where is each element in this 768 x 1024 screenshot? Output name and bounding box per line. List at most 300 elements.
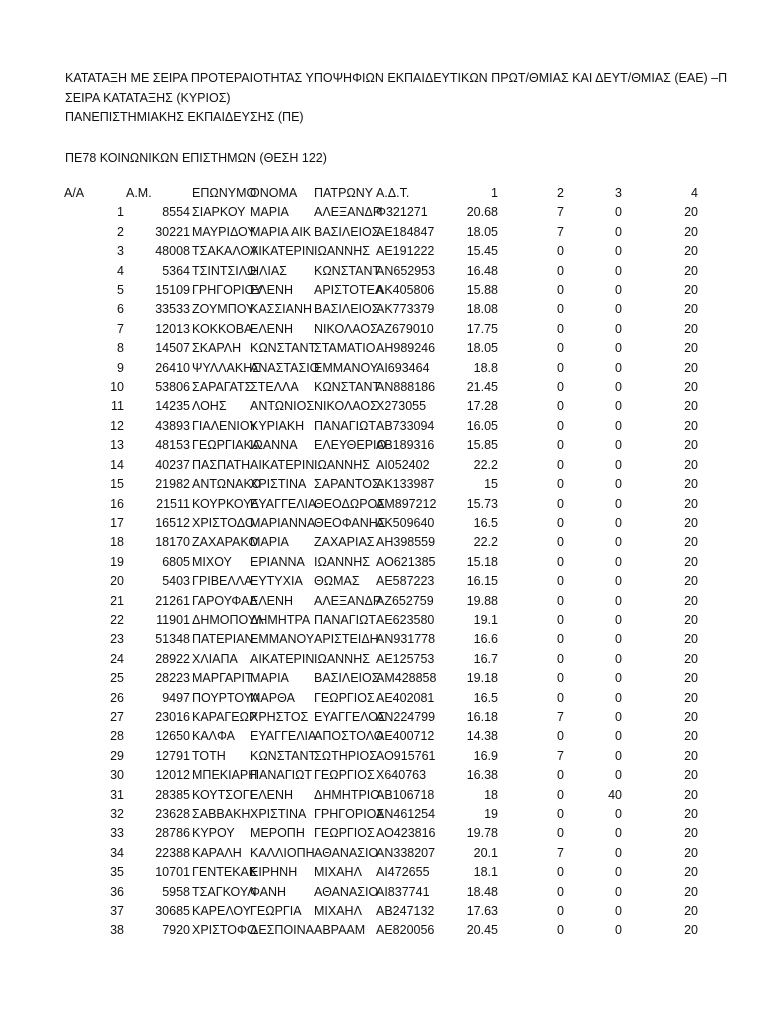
score-1-cell: 16.48 (466, 263, 498, 278)
surname-cell: ΓΑΡΟΥΦΑΛ (192, 593, 258, 608)
score-4-cell: 20 (684, 709, 698, 724)
score-3-cell: 0 (615, 690, 622, 705)
score-2-cell: 0 (557, 690, 564, 705)
score-3-cell: 0 (615, 826, 622, 841)
score-4-cell: 20 (684, 360, 698, 375)
surname-cell: ΤΟΤΗ (192, 748, 226, 763)
row-number-cell: 35 (110, 865, 124, 880)
score-1-cell: 16.15 (466, 574, 498, 589)
father-name-cell: ΑΛΕΞΑΝΔΡ (314, 593, 382, 608)
first-name-cell: ΗΛΙΑΣ (250, 263, 287, 278)
first-name-cell: ΕΙΡΗΝΗ (250, 865, 298, 880)
score-2-cell: 0 (557, 923, 564, 938)
table-row (62, 514, 698, 533)
score-2-cell: 0 (557, 865, 564, 880)
father-name-cell: ΜΙΧΑΗΛ (314, 904, 362, 919)
table-row (62, 863, 698, 882)
table-row (62, 766, 698, 785)
score-1-cell: 19 (484, 807, 498, 821)
header-surname: ΕΠΩΝΥΜΟ (192, 186, 257, 200)
table-row (62, 203, 698, 222)
father-name-cell: ΕΜΜΑΝΟΥ (314, 360, 379, 375)
score-3-cell: 0 (615, 651, 622, 666)
registry-number-cell: 5958 (162, 884, 190, 899)
registry-number-cell: 21511 (156, 496, 190, 511)
surname-cell: ΛΟΗΣ (192, 399, 227, 414)
header-col-4: 4 (691, 186, 698, 200)
score-1-cell: 19.78 (466, 826, 498, 841)
score-4-cell: 20 (684, 787, 698, 802)
id-number-cell: ΑΝ338207 (376, 845, 436, 860)
surname-cell: ΤΣΙΝΤΣΙΛΩ (192, 263, 257, 278)
surname-cell: ΠΟΥΡΤΟΥΛ (192, 690, 260, 705)
father-name-cell: ΒΑΣΙΛΕΙΟΣ (314, 224, 380, 239)
row-number-cell: 27 (110, 709, 124, 724)
first-name-cell: ΧΡΗΣΤΟΣ (250, 709, 309, 724)
score-1-cell: 18.1 (473, 865, 498, 880)
document-title-line-1: ΚΑΤΑΤΑΞΗ ΜΕ ΣΕΙΡΑ ΠΡΟΤΕΡΑΙΟΤΗΤΑΣ ΥΠΟΨΗΦΙΩΝ ΕΚΠΑΙΔΕΥΤΙΚΩΝ ΠΡΩΤ/ΘΜΙΑΣ ΚΑΙ ΔΕΥΤ/ΘΜΙΑΣ (ΕΑΕ) –Π (65, 71, 728, 85)
score-3-cell: 0 (615, 515, 622, 530)
first-name-cell: ΑΙΚΑΤΕΡΙΝ (250, 651, 315, 666)
id-number-cell: ΑΙ837741 (376, 884, 430, 899)
first-name-cell: ΕΛΕΝΗ (250, 321, 294, 336)
table-row (62, 786, 698, 805)
surname-cell: ΣΚΑΡΛΗ (192, 341, 242, 356)
id-number-cell: ΑΒ106718 (376, 787, 435, 802)
registry-number-cell: 5364 (162, 263, 190, 278)
first-name-cell: ΕΜΜΑΝΟΥ (250, 632, 315, 647)
score-3-cell: 0 (615, 457, 622, 472)
father-name-cell: ΑΛΕΞΑΝΔΡ (314, 205, 382, 220)
registry-number-cell: 28922 (155, 651, 190, 666)
score-4-cell: 20 (684, 865, 698, 880)
table-row (62, 630, 698, 649)
father-name-cell: ΘΩΜΑΣ (314, 574, 360, 589)
father-name-cell: ΣΤΑΜΑΤΙΟ (314, 341, 376, 356)
father-name-cell: ΕΥΑΓΓΕΛΟΣ (314, 709, 386, 724)
registry-number-cell: 33533 (155, 302, 190, 317)
score-2-cell: 0 (557, 477, 564, 492)
score-3-cell: 0 (615, 845, 622, 860)
table-row (62, 281, 698, 300)
registry-number-cell: 8554 (162, 205, 190, 220)
score-4-cell: 20 (684, 205, 698, 220)
score-2-cell: 7 (557, 709, 564, 724)
table-row (62, 242, 698, 261)
score-4-cell: 20 (684, 768, 698, 783)
id-number-cell: ΑΜ428858 (376, 671, 437, 686)
surname-cell: ΚΑΡΑΓΕΩΡ (192, 709, 258, 724)
table-row (62, 824, 698, 843)
id-number-cell: ΑΖ652759 (376, 593, 434, 608)
score-4-cell: 20 (684, 554, 698, 569)
score-4-cell: 20 (684, 224, 698, 239)
score-2-cell: 7 (557, 845, 564, 860)
score-4-cell: 20 (684, 826, 698, 841)
score-1-cell: 20.45 (466, 923, 498, 938)
score-4-cell: 20 (684, 923, 698, 938)
father-name-cell: ΑΡΙΣΤΕΙΔΗ (314, 632, 379, 647)
registry-number-cell: 12791 (155, 748, 190, 763)
registry-number-cell: 23628 (155, 807, 190, 821)
score-4-cell: 20 (684, 593, 698, 608)
table-row (62, 262, 698, 281)
surname-cell: ΚΥΡΟΥ (192, 826, 235, 841)
score-2-cell: 0 (557, 341, 564, 356)
score-2-cell: 0 (557, 438, 564, 453)
ranking-table (62, 184, 698, 941)
score-3-cell: 0 (615, 418, 622, 433)
score-2-cell: 0 (557, 554, 564, 569)
id-number-cell: ΑΟ621385 (376, 554, 436, 569)
first-name-cell: ΕΛΕΝΗ (250, 283, 294, 298)
surname-cell: ΑΝΤΩΝΑΚΟ (192, 477, 262, 492)
score-2-cell: 0 (557, 321, 564, 336)
score-3-cell: 0 (615, 768, 622, 783)
father-name-cell: ΠΑΝΑΓΙΩΤ (314, 612, 377, 627)
id-number-cell: ΑΙ472655 (376, 865, 430, 880)
row-number-cell: 5 (117, 283, 124, 298)
score-1-cell: 22.2 (473, 457, 498, 472)
score-2-cell: 0 (557, 535, 564, 550)
score-2-cell: 0 (557, 515, 564, 530)
table-row (62, 747, 698, 766)
score-3-cell: 0 (615, 865, 622, 880)
score-2-cell: 0 (557, 399, 564, 414)
father-name-cell: ΓΕΩΡΓΙΟΣ (314, 826, 375, 841)
id-number-cell: ΑΜ897212 (376, 496, 437, 511)
first-name-cell: ΙΩΑΝΝΑ (250, 438, 298, 453)
row-number-cell: 10 (110, 380, 124, 395)
father-name-cell: ΑΘΑΝΑΣΙΟ (314, 884, 379, 899)
score-3-cell: 0 (615, 321, 622, 336)
row-number-cell: 13 (110, 438, 124, 453)
id-number-cell: ΑΗ989246 (376, 341, 436, 356)
row-number-cell: 22 (110, 612, 124, 627)
score-1-cell: 16.38 (466, 768, 498, 783)
score-1-cell: 18.48 (466, 884, 498, 899)
father-name-cell: ΑΘΑΝΑΣΙΟ (314, 845, 379, 860)
score-2-cell: 0 (557, 884, 564, 899)
first-name-cell: ΑΝΤΩΝΙΟΣ (250, 399, 315, 414)
score-1-cell: 16.9 (473, 748, 498, 763)
table-row (62, 397, 698, 416)
id-number-cell: ΑΚ405806 (376, 283, 435, 298)
score-4-cell: 20 (684, 399, 698, 414)
score-2-cell: 0 (557, 418, 564, 433)
score-4-cell: 20 (684, 807, 698, 821)
row-number-cell: 15 (110, 477, 124, 492)
first-name-cell: ΧΡΙΣΤΙΝΑ (250, 807, 307, 821)
score-4-cell: 20 (684, 457, 698, 472)
score-4-cell: 20 (684, 341, 698, 356)
score-4-cell: 20 (684, 380, 698, 395)
table-row (62, 533, 698, 552)
id-number-cell: ΑΕ402081 (376, 690, 435, 705)
father-name-cell: ΚΩΝΣΤΑΝΤ (314, 380, 381, 395)
registry-number-cell: 16512 (155, 515, 190, 530)
score-3-cell: 0 (615, 671, 622, 686)
father-name-cell: ΒΑΣΙΛΕΙΟΣ (314, 302, 380, 317)
score-2-cell: 0 (557, 302, 564, 317)
table-row (62, 572, 698, 591)
father-name-cell: ΓΕΩΡΓΙΟΣ (314, 768, 375, 783)
first-name-cell: ΜΑΡΙΑ (250, 671, 289, 686)
surname-cell: ΣΙΑΡΚΟΥ (192, 205, 246, 220)
table-row (62, 592, 698, 611)
table-row (62, 553, 698, 572)
score-3-cell: 0 (615, 263, 622, 278)
row-number-cell: 17 (110, 515, 124, 530)
id-number-cell: ΑΕ125753 (376, 651, 435, 666)
score-4-cell: 20 (684, 515, 698, 530)
score-2-cell: 0 (557, 593, 564, 608)
score-2-cell: 7 (557, 205, 564, 220)
id-number-cell: ΑΝ461254 (376, 807, 436, 821)
id-number-cell: ΑΟ423816 (376, 826, 436, 841)
score-3-cell: 0 (615, 496, 622, 511)
table-row (62, 359, 698, 378)
registry-number-cell: 9497 (162, 690, 190, 705)
table-row (62, 902, 698, 921)
score-1-cell: 18.8 (473, 360, 498, 375)
id-number-cell: Χ640763 (376, 768, 427, 783)
score-4-cell: 20 (684, 302, 698, 317)
surname-cell: ΤΣΑΓΚΟΥΛ (192, 884, 256, 899)
first-name-cell: ΜΑΡΙΑΝΝΑ (250, 515, 316, 530)
table-row (62, 611, 698, 630)
score-3-cell: 0 (615, 807, 622, 821)
score-4-cell: 20 (684, 845, 698, 860)
score-3-cell: 0 (615, 729, 622, 744)
row-number-cell: 18 (110, 535, 124, 550)
score-2-cell: 0 (557, 574, 564, 589)
header-col-2: 2 (557, 186, 564, 200)
score-1-cell: 16.18 (466, 709, 498, 724)
score-4-cell: 20 (684, 477, 698, 492)
score-3-cell: 0 (615, 224, 622, 239)
father-name-cell: ΘΕΟΦΑΝΗΣ (314, 515, 386, 530)
registry-number-cell: 30221 (155, 224, 190, 239)
id-number-cell: ΑΚ509640 (376, 515, 435, 530)
registry-number-cell: 48008 (155, 244, 190, 259)
first-name-cell: ΦΑΝΗ (250, 884, 287, 899)
id-number-cell: ΑΝ888186 (376, 380, 436, 395)
score-2-cell: 7 (557, 748, 564, 763)
first-name-cell: ΚΑΣΣΙΑΝΗ (250, 302, 312, 317)
father-name-cell: ΘΕΟΔΩΡΟΣ (314, 496, 386, 511)
first-name-cell: ΕΛΕΝΗ (250, 787, 294, 802)
score-4-cell: 20 (684, 904, 698, 919)
score-2-cell: 0 (557, 457, 564, 472)
surname-cell: ΔΗΜΟΠΟΥΛ (192, 612, 264, 627)
row-number-cell: 7 (117, 321, 124, 336)
table-row (62, 669, 698, 688)
father-name-cell: ΙΩΑΝΝΗΣ (314, 554, 370, 569)
id-number-cell: ΑΒ247132 (376, 904, 435, 919)
registry-number-cell: 48153 (155, 438, 190, 453)
first-name-cell: ΚΑΛΛΙΟΠΗ (250, 845, 315, 860)
table-row (62, 378, 698, 397)
first-name-cell: ΜΑΡΙΑ (250, 535, 289, 550)
score-1-cell: 19.88 (466, 593, 498, 608)
surname-cell: ΚΟΥΤΣΟΓΕ (192, 787, 258, 802)
father-name-cell: ΔΗΜΗΤΡΙΟ (314, 787, 380, 802)
score-1-cell: 22.2 (473, 535, 498, 550)
registry-number-cell: 18170 (155, 535, 190, 550)
table-row (62, 650, 698, 669)
score-1-cell: 21.45 (466, 380, 498, 395)
score-4-cell: 20 (684, 263, 698, 278)
registry-number-cell: 21982 (155, 477, 190, 492)
score-1-cell: 19.18 (466, 671, 498, 686)
header-col-1: 1 (491, 186, 498, 200)
registry-number-cell: 53806 (155, 380, 190, 395)
score-4-cell: 20 (684, 690, 698, 705)
score-3-cell: 0 (615, 535, 622, 550)
id-number-cell: ΑΝ224799 (376, 709, 436, 724)
score-3-cell: 0 (615, 477, 622, 492)
header-father-name: ΠΑΤΡΩΝΥ (314, 186, 374, 200)
row-number-cell: 19 (110, 554, 124, 569)
score-3-cell: 0 (615, 283, 622, 298)
score-2-cell: 0 (557, 244, 564, 259)
first-name-cell: ΠΑΝΑΓΙΩΤ (250, 768, 313, 783)
registry-number-cell: 23016 (155, 709, 190, 724)
row-number-cell: 29 (110, 748, 124, 763)
id-number-cell: Χ273055 (376, 399, 427, 414)
score-1-cell: 15.85 (466, 438, 498, 453)
registry-number-cell: 21261 (155, 593, 190, 608)
score-1-cell: 14.38 (466, 729, 498, 744)
id-number-cell: ΑΚ133987 (376, 477, 435, 492)
first-name-cell: ΚΩΝΣΤΑΝΤ (250, 341, 317, 356)
document-title-line-3: ΠΑΝΕΠΙΣΤΗΜΙΑΚΗΣ ΕΚΠΑΙΔΕΥΣΗΣ (ΠΕ) (65, 110, 304, 124)
header-name: ΟΝΟΜΑ (250, 186, 298, 200)
first-name-cell: ΧΡΙΣΤΙΝΑ (250, 477, 307, 492)
score-3-cell: 0 (615, 632, 622, 647)
registry-number-cell: 10701 (155, 865, 190, 880)
specialty-heading: ΠΕ78 ΚΟΙΝΩΝΙΚΩΝ ΕΠΙΣΤΗΜΩΝ (ΘΕΣΗ 122) (65, 151, 327, 165)
surname-cell: ΜΙΧΟΥ (192, 554, 232, 569)
score-4-cell: 20 (684, 418, 698, 433)
surname-cell: ΖΑΧΑΡΑΚΟ (192, 535, 259, 550)
registry-number-cell: 12650 (155, 729, 190, 744)
score-3-cell: 0 (615, 438, 622, 453)
first-name-cell: ΜΑΡΙΑ ΑΙΚ (250, 224, 312, 239)
first-name-cell: ΕΥΑΓΓΕΛΙΑ (250, 496, 317, 511)
first-name-cell: ΚΩΝΣΤΑΝΤ (250, 748, 317, 763)
table-row (62, 456, 698, 475)
score-3-cell: 0 (615, 380, 622, 395)
row-number-cell: 11 (111, 399, 124, 414)
score-2-cell: 0 (557, 904, 564, 919)
surname-cell: ΚΟΚΚΟΒΑ (192, 321, 253, 336)
surname-cell: ΚΟΥΡΚΟΥΛ (192, 496, 259, 511)
father-name-cell: ΙΩΑΝΝΗΣ (314, 457, 370, 472)
score-4-cell: 20 (684, 729, 698, 744)
score-3-cell: 0 (615, 612, 622, 627)
surname-cell: ΠΑΣΠΑΤΗ (192, 457, 251, 472)
score-1-cell: 18.08 (466, 302, 498, 317)
table-row (62, 844, 698, 863)
row-number-cell: 23 (110, 632, 124, 647)
father-name-cell: ΚΩΝΣΤΑΝΤ (314, 263, 381, 278)
first-name-cell: ΚΥΡΙΑΚΗ (250, 418, 305, 433)
score-2-cell: 0 (557, 263, 564, 278)
score-1-cell: 15.73 (466, 496, 498, 511)
score-1-cell: 20.1 (473, 845, 498, 860)
table-row (62, 495, 698, 514)
id-number-cell: ΑΒ189316 (376, 438, 435, 453)
id-number-cell: ΑΚ773379 (376, 302, 435, 317)
table-row (62, 339, 698, 358)
first-name-cell: ΕΛΕΝΗ (250, 593, 294, 608)
surname-cell: ΠΑΤΕΡΙΑΝ (192, 632, 254, 647)
score-2-cell: 0 (557, 496, 564, 511)
father-name-cell: ΖΑΧΑΡΙΑΣ (314, 535, 375, 550)
score-1-cell: 17.28 (466, 399, 498, 414)
score-4-cell: 20 (684, 671, 698, 686)
score-1-cell: 17.63 (466, 904, 498, 919)
row-number-cell: 36 (110, 884, 124, 899)
table-row (62, 805, 698, 824)
score-3-cell: 0 (615, 593, 622, 608)
id-number-cell: ΑΗ398559 (376, 535, 436, 550)
first-name-cell: ΕΥΤΥΧΙΑ (250, 574, 303, 589)
surname-cell: ΚΑΛΦΑ (192, 729, 235, 744)
first-name-cell: ΔΕΣΠΟΙΝΑ (250, 923, 315, 938)
score-1-cell: 18.05 (466, 224, 498, 239)
row-number-cell: 33 (110, 826, 124, 841)
score-1-cell: 16.6 (473, 632, 498, 647)
surname-cell: ΨΥΛΛΑΚΗΣ (192, 360, 260, 375)
first-name-cell: ΑΙΚΑΤΕΡΙΝ (250, 244, 315, 259)
registry-number-cell: 28385 (155, 787, 190, 802)
surname-cell: ΓΕΝΤΕΚΑΚ (192, 865, 258, 880)
id-number-cell: ΑΕ191222 (376, 244, 435, 259)
row-number-cell: 32 (110, 807, 124, 821)
row-number-cell: 25 (110, 671, 124, 686)
score-4-cell: 20 (684, 884, 698, 899)
table-row (62, 883, 698, 902)
score-3-cell: 0 (615, 360, 622, 375)
score-1-cell: 20.68 (466, 205, 498, 220)
score-2-cell: 7 (557, 224, 564, 239)
first-name-cell: ΜΕΡΟΠΗ (250, 826, 305, 841)
surname-cell: ΜΑΡΓΑΡΙΤ (192, 671, 253, 686)
score-1-cell: 15.45 (466, 244, 498, 259)
father-name-cell: ΣΑΡΑΝΤΟΣ (314, 477, 380, 492)
score-4-cell: 20 (684, 748, 698, 763)
first-name-cell: ΜΑΡΘΑ (250, 690, 295, 705)
surname-cell: ΓΡΗΓΟΡΙΟΥ (192, 283, 263, 298)
score-2-cell: 0 (557, 360, 564, 375)
first-name-cell: ΓΕΩΡΓΙΑ (250, 904, 302, 919)
first-name-cell: ΕΡΙΑΝΝΑ (250, 554, 305, 569)
document-title-line-2: ΣΕΙΡΑ ΚΑΤΑΤΑΞΗΣ (ΚΥΡΙΟΣ) (65, 91, 231, 105)
score-2-cell: 0 (557, 826, 564, 841)
surname-cell: ΤΣΑΚΑΛΟΥ (192, 244, 259, 259)
row-number-cell: 34 (110, 845, 124, 860)
score-1-cell: 19.1 (473, 612, 498, 627)
table-row (62, 320, 698, 339)
father-name-cell: ΠΑΝΑΓΙΩΤ (314, 418, 377, 433)
id-number-cell: ΑΙ693464 (376, 360, 430, 375)
row-number-cell: 2 (117, 224, 124, 239)
table-row (62, 921, 698, 940)
score-1-cell: 16.5 (473, 515, 498, 530)
